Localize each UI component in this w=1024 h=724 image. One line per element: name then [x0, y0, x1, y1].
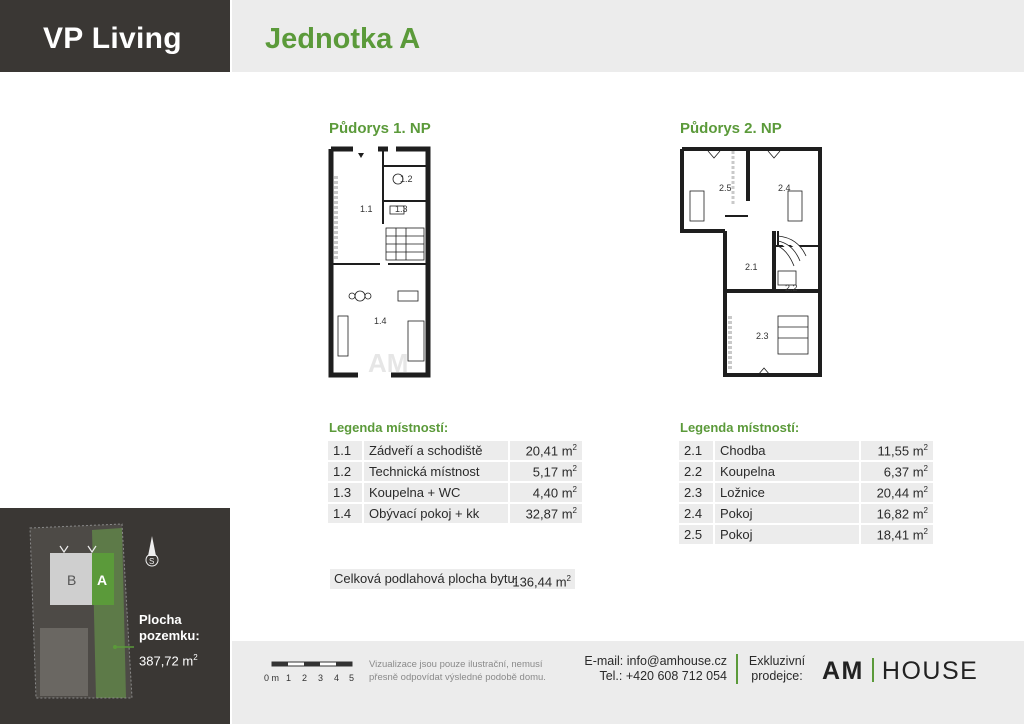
room-area-value: 20,44 m: [876, 485, 924, 501]
plot-area-value: [139, 650, 219, 669]
disclaimer: Vizualizace jsou pouze ilustrační, nemusí přesně odpovídat výsledné podobě domu.: [369, 659, 546, 683]
scale-tick: 2: [302, 673, 308, 683]
building-a-label: A: [97, 572, 108, 588]
plot-label-line1: Plocha: [139, 612, 182, 627]
room-name: Technická místnost: [362, 462, 508, 481]
room-area-value: 5,17 m: [532, 464, 573, 480]
room-area-value: 32,87 m: [525, 506, 573, 522]
room-name: Koupelna + WC: [362, 483, 508, 502]
total-area-label: Celková podlahová plocha bytu:: [334, 571, 519, 586]
scale-tick: 5: [349, 673, 355, 683]
room-name: Zádveří a schodiště: [362, 441, 508, 460]
total-area-value: [512, 569, 571, 592]
contact-email[interactable]: E-mail: info@amhouse.cz: [584, 654, 727, 668]
room-name: Pokoj: [713, 504, 859, 523]
header-brand-panel: [0, 0, 230, 72]
room-number: 1.3: [328, 483, 362, 502]
room-number: 2.2: [679, 462, 713, 481]
exclusive-seller: [747, 654, 807, 684]
legend-row: [328, 441, 582, 460]
scale-bar: [262, 659, 362, 689]
logo-separator: [872, 658, 874, 682]
scale-label-zero: 0 m: [264, 673, 280, 683]
header-title-panel: [232, 0, 1024, 72]
legend-row: [328, 504, 582, 523]
legend-row: [679, 483, 933, 502]
legend-row: [679, 462, 933, 481]
logo-house: HOUSE: [881, 657, 979, 685]
room-area: [508, 441, 582, 460]
exclusive-line1: Exkluzivní: [748, 654, 806, 668]
room-label-1-1: 1.1: [360, 204, 373, 214]
room-area-value: 6,37 m: [883, 464, 924, 480]
room-area-unit: 2: [572, 505, 577, 515]
room-area-unit: 2: [572, 484, 577, 494]
room-label-2-5: 2.5: [719, 183, 732, 193]
legend2-table: [679, 439, 933, 546]
plot-area-unit: 2: [193, 653, 198, 662]
room-number: 2.5: [679, 525, 713, 544]
room-area: [508, 504, 582, 523]
room-label-1-4: 1.4: [374, 316, 387, 326]
room-area-unit: 2: [923, 442, 928, 452]
room-area: [859, 504, 933, 523]
room-area-value: 11,55 m: [877, 443, 924, 459]
scale-tick: 4: [334, 673, 340, 683]
legend1-title: Legenda místností:: [329, 420, 449, 435]
room-area: [859, 462, 933, 481]
room-area: [508, 483, 582, 502]
floor1-plan: [328, 146, 433, 378]
scale-tick: 1: [286, 673, 292, 683]
room-area: [508, 462, 582, 481]
room-area: [859, 441, 933, 460]
room-number: 2.1: [679, 441, 713, 460]
legend-row: [679, 525, 933, 544]
brand-name: VP Living: [43, 22, 182, 55]
room-label-1-3: 1.3: [395, 204, 408, 214]
room-area-unit: 2: [923, 526, 928, 536]
room-label-2-1: 2.1: [745, 262, 758, 272]
room-area-value: 18,41 m: [876, 527, 924, 543]
total-area-box: [330, 569, 575, 589]
room-area-value: 16,82 m: [876, 506, 924, 522]
room-number: 1.1: [328, 441, 362, 460]
room-area-unit: 2: [572, 442, 577, 452]
plot-label-line2: pozemku:: [139, 628, 200, 643]
room-name: Obývací pokoj + kk: [362, 504, 508, 523]
room-area-value: 20,41 m: [525, 443, 573, 459]
legend2-title: Legenda místností:: [680, 420, 800, 435]
legend-row: [679, 504, 933, 523]
room-name: Ložnice: [713, 483, 859, 502]
page-title: Jednotka A: [265, 23, 421, 55]
room-name: Koupelna: [713, 462, 859, 481]
floor2-plan: [678, 146, 826, 378]
room-area: [859, 525, 933, 544]
room-label-2-4: 2.4: [778, 183, 791, 193]
room-label-2-3: 2.3: [756, 331, 769, 341]
legend-row: [328, 483, 582, 502]
total-area-number: 136,44 m: [512, 574, 567, 590]
room-area-unit: 2: [923, 505, 928, 515]
exclusive-line2: prodejce:: [751, 669, 803, 683]
room-number: 1.2: [328, 462, 362, 481]
total-area-unit: 2: [566, 574, 571, 583]
legend-row: [328, 462, 582, 481]
compass-icon: S: [149, 557, 155, 566]
room-number: 2.4: [679, 504, 713, 523]
room-area: [859, 483, 933, 502]
room-number: 2.3: [679, 483, 713, 502]
plot-area-number: 387,72 m: [139, 653, 194, 669]
room-label-1-2: 1.2: [400, 174, 413, 184]
contact-phone[interactable]: Tel.: +420 608 712 054: [599, 669, 727, 683]
floor1-title: Půdorys 1. NP: [329, 120, 431, 137]
room-area-value: 4,40 m: [532, 485, 573, 501]
logo-am: AM: [822, 657, 864, 685]
legend-row: [679, 441, 933, 460]
room-area-unit: 2: [572, 463, 577, 473]
amhouse-logo: [822, 657, 978, 686]
room-name: Chodba: [713, 441, 859, 460]
room-area-unit: 2: [923, 484, 928, 494]
plot-area-info: [139, 612, 200, 669]
room-label-2-2: 2.2: [785, 283, 798, 293]
scale-tick: 3: [318, 673, 324, 683]
footer-divider: [736, 654, 738, 684]
room-number: 1.4: [328, 504, 362, 523]
building-b-label: B: [67, 572, 77, 588]
footer: [232, 641, 1024, 724]
plan-watermark: AM: [368, 348, 409, 378]
contact-info: [582, 654, 727, 684]
room-area-unit: 2: [923, 463, 928, 473]
room-name: Pokoj: [713, 525, 859, 544]
floor2-title: Půdorys 2. NP: [680, 120, 782, 137]
legend1-table: [328, 439, 582, 525]
